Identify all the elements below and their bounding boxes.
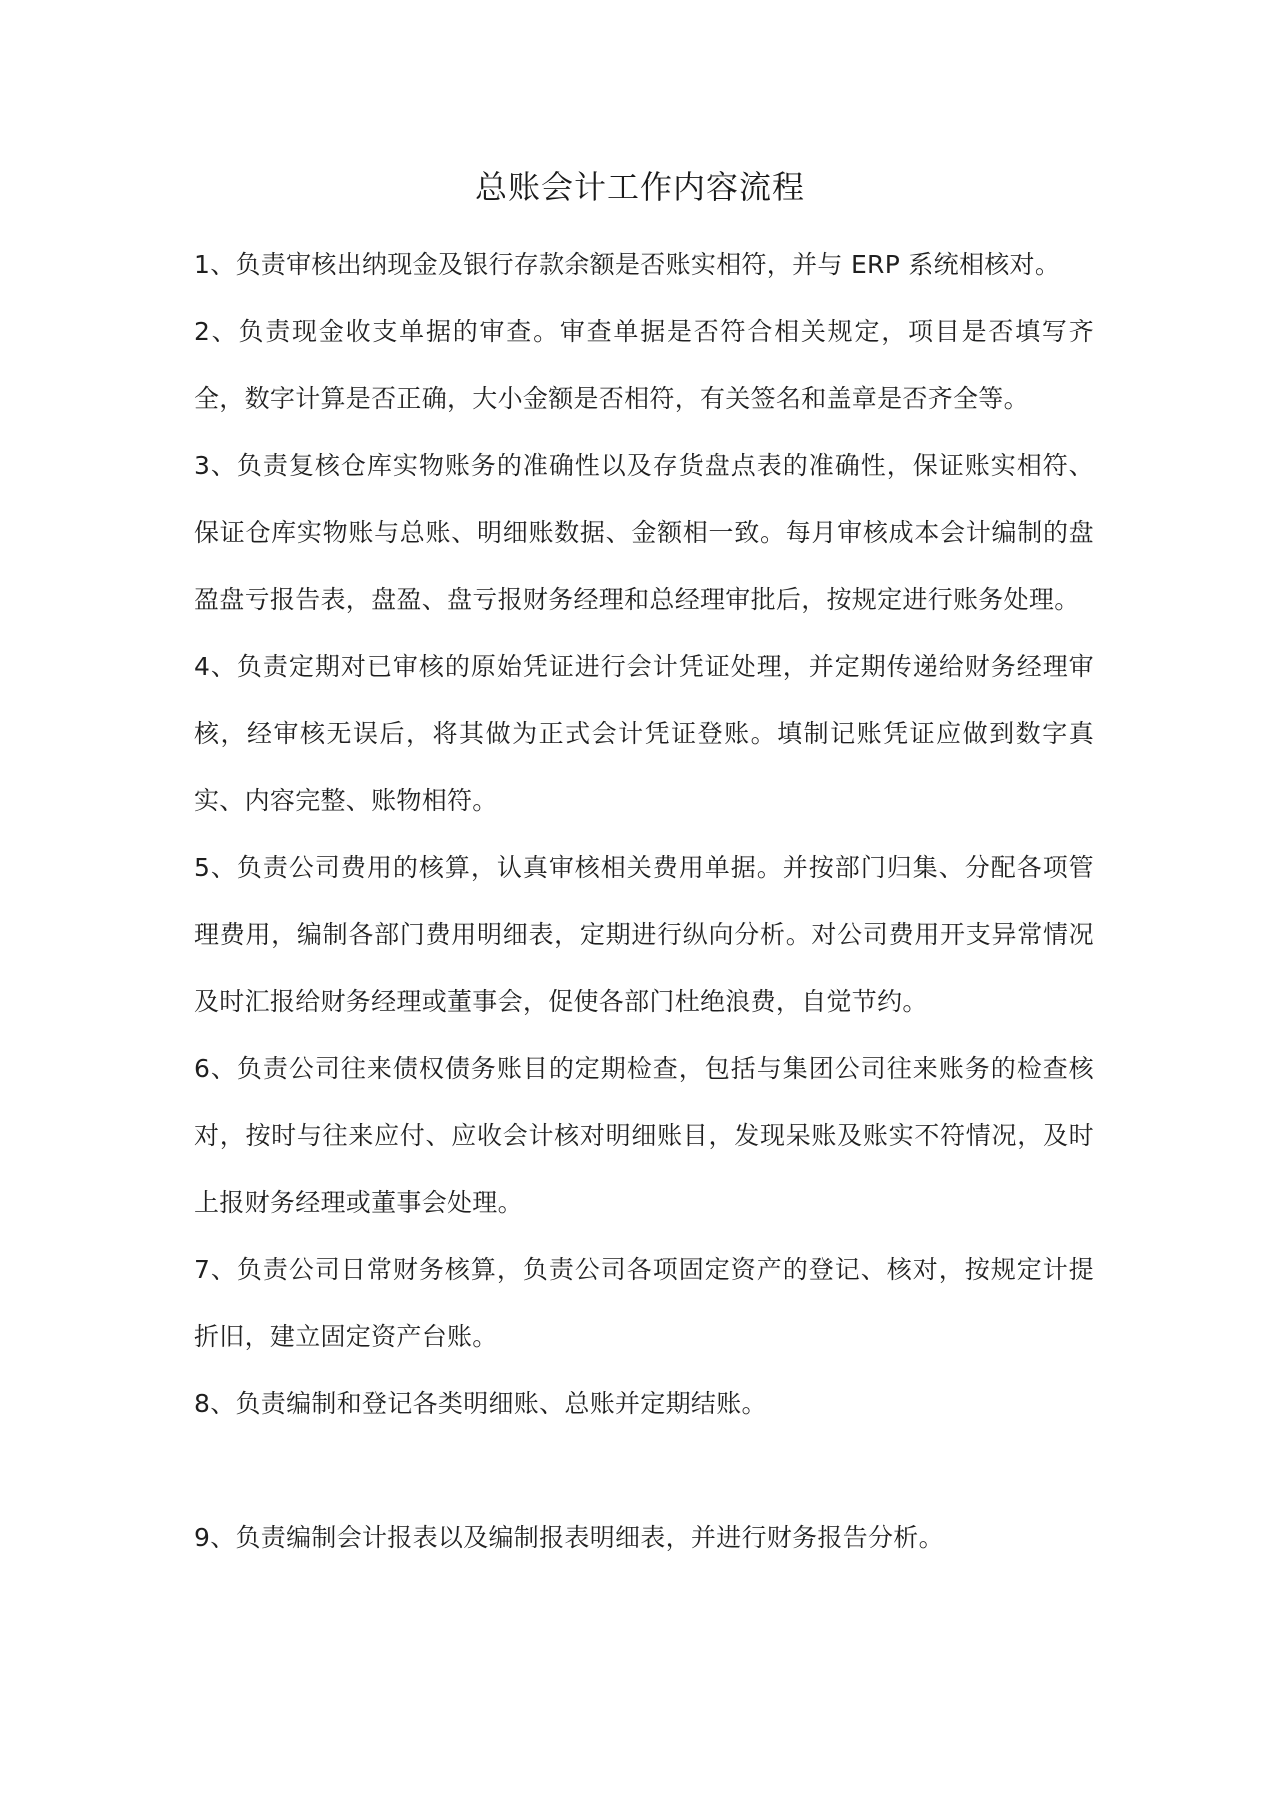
paragraph-item-9: 9、负责编制会计报表以及编制报表明细表，并进行财务报告分析。 xyxy=(194,1523,944,1552)
paragraph-item-6: 6、负责公司往来债权债务账目的定期检查，包括与集团公司往来账务的检查核对，按时与往来应付、应收会计核对明细账目，发现呆账及账实不符情况，及时上报财务经理或董事会处理。 xyxy=(194,1054,1094,1217)
document-title: 总账会计工作内容流程 xyxy=(474,168,805,206)
paragraph-item-4: 4、负责定期对已审核的原始凭证进行会计凭证处理，并定期传递给财务经理审核，经审核无误后，将其做为正式会计凭证登账。填制记账凭证应做到数字真实、内容完整、账物相符。 xyxy=(194,652,1094,815)
paragraph-item-7: 7、负责公司日常财务核算，负责公司各项固定资产的登记、核对，按规定计提折旧，建立固定资产台账。 xyxy=(194,1255,1094,1351)
paragraph-item-8: 8、负责编制和登记各类明细账、总账并定期结账。 xyxy=(194,1389,767,1418)
paragraph-item-5: 5、负责公司费用的核算，认真审核相关费用单据。并按部门归集、分配各项管理费用，编制各部门费用明细表，定期进行纵向分析。对公司费用开支异常情况及时汇报给财务经理或董事会，促使各部门杜绝浪费，自觉节约。 xyxy=(194,853,1094,1016)
document-body xyxy=(194,231,1094,1571)
paragraph-item-1: 1、负责审核出纳现金及银行存款余额是否账实相符，并与 ERP 系统相核对。 xyxy=(194,250,1061,279)
paragraph-item-2: 2、负责现金收支单据的审查。审查单据是否符合相关规定，项目是否填写齐全，数字计算是否正确，大小金额是否相符，有关签名和盖章是否齐全等。 xyxy=(194,317,1094,413)
paragraph-item-3: 3、负责复核仓库实物账务的准确性以及存货盘点表的准确性，保证账实相符、保证仓库实物账与总账、明细账数据、金额相一致。每月审核成本会计编制的盘盈盘亏报告表，盘盈、盘亏报财务经理和总经理审批后，按规定进行账务处理。 xyxy=(194,451,1094,614)
